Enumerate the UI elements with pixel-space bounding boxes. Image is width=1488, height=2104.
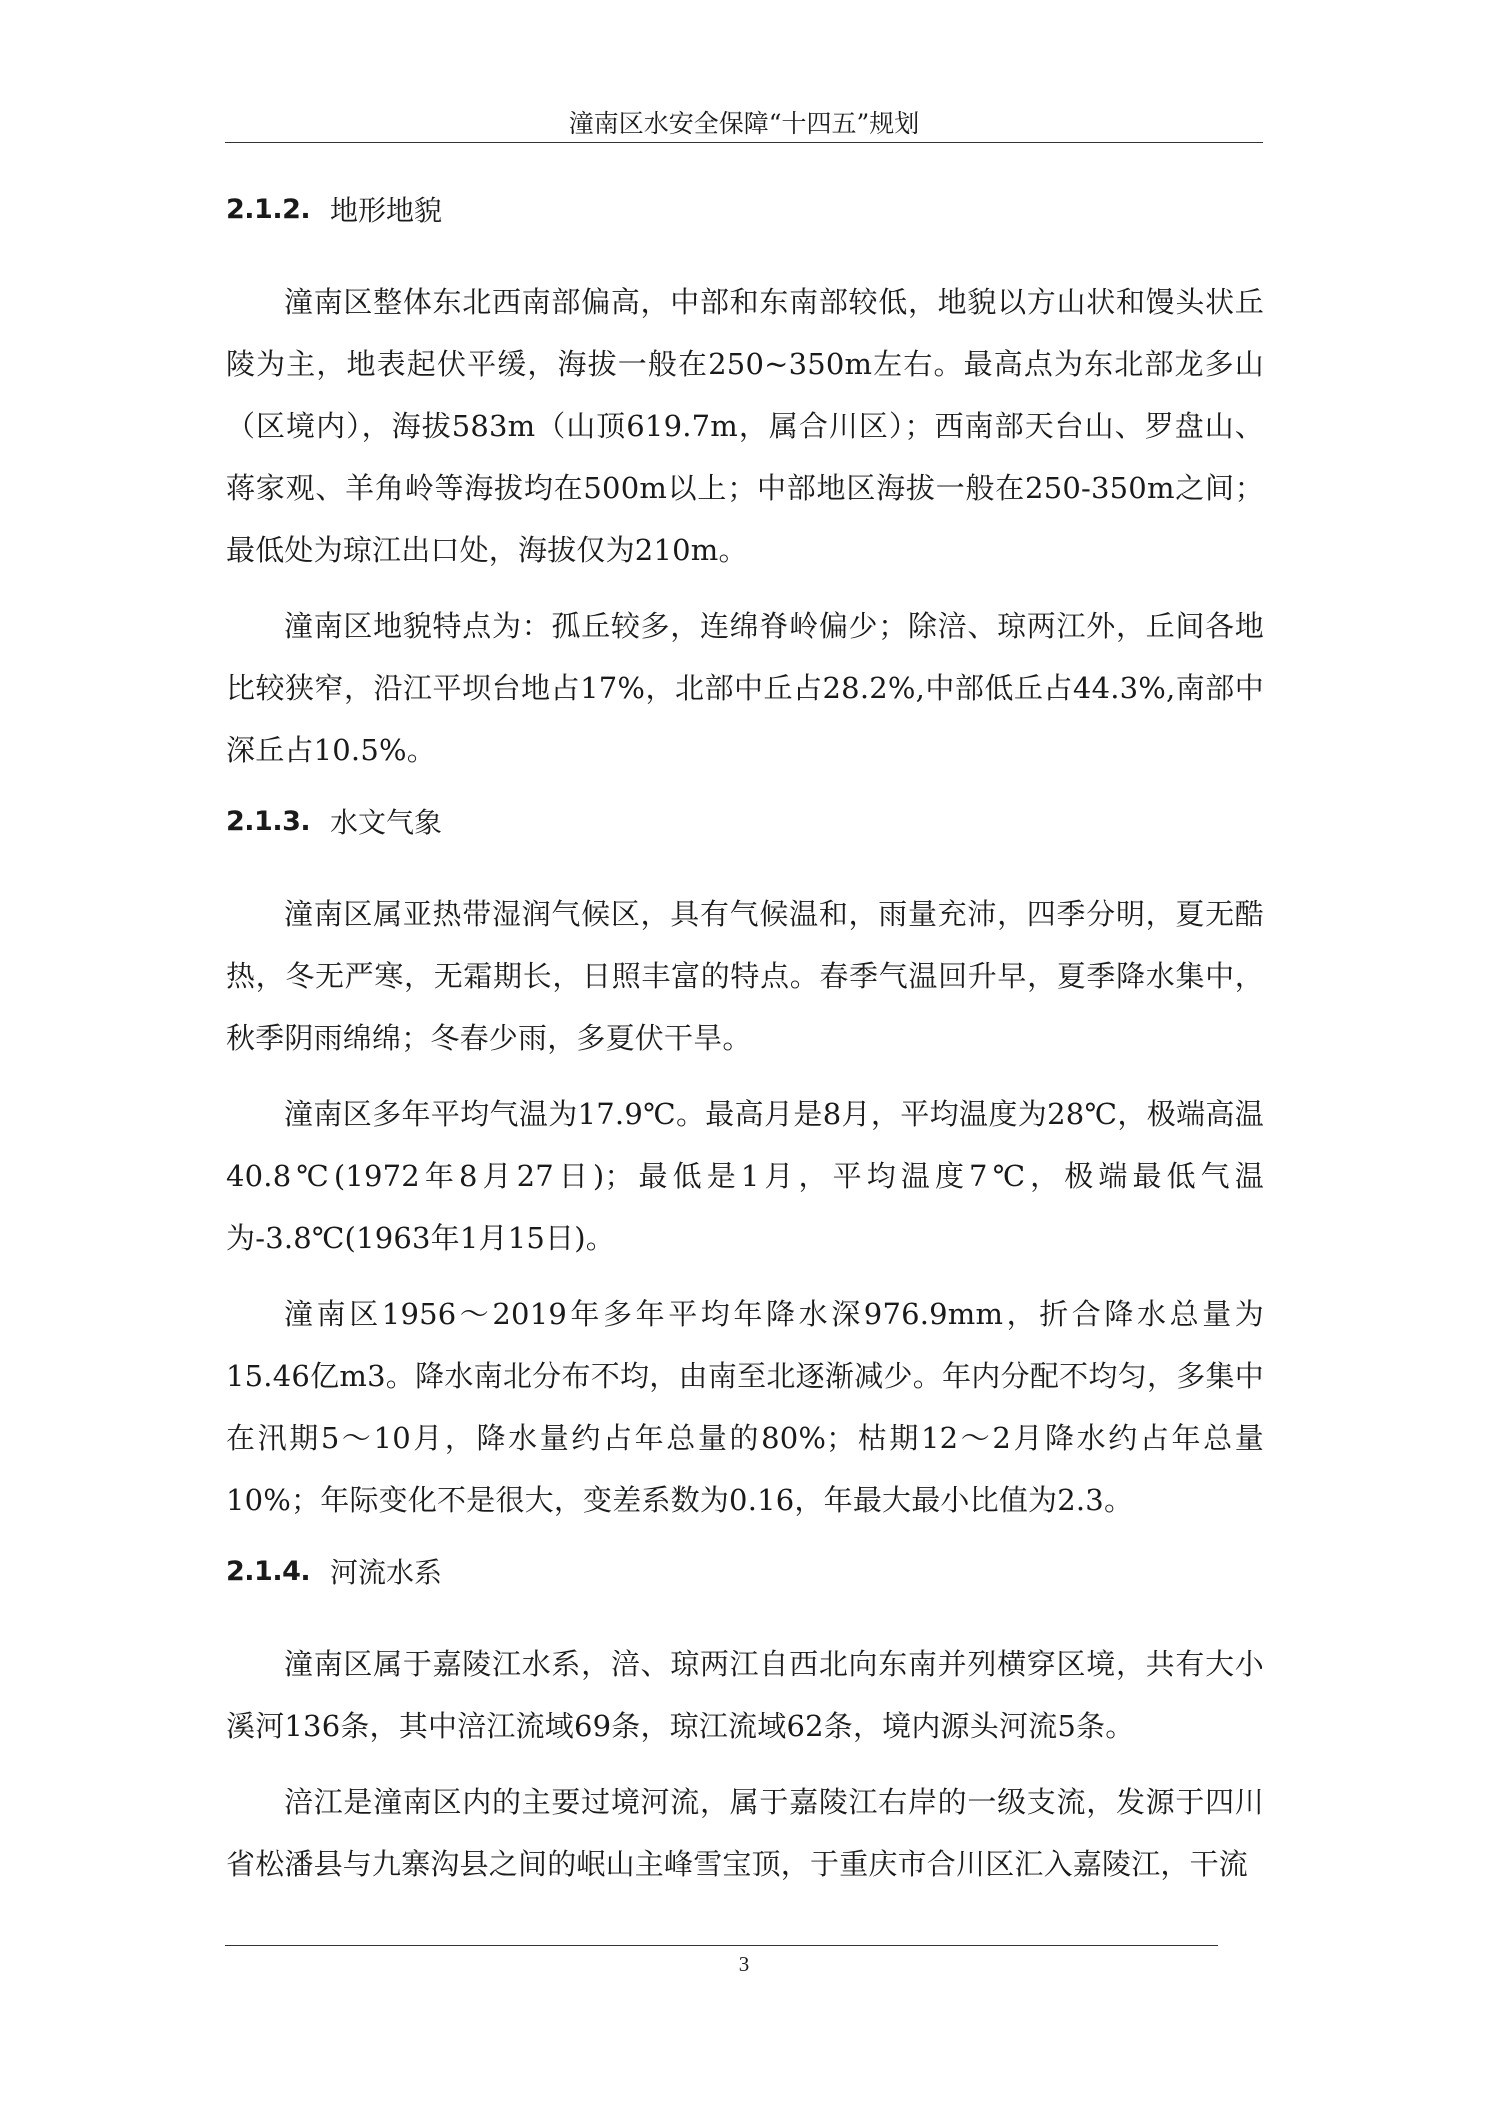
section-number: 2.1.3. xyxy=(226,805,311,837)
paragraph: 潼南区属亚热带湿润气候区，具有气候温和，雨量充沛，四季分明，夏无酷热，冬无严寒，无霜期长，日照丰富的特点。春季气温回升早，夏季降水集中，秋季阴雨绵绵；冬春少雨，多夏伏干旱。 xyxy=(226,897,1264,1055)
paragraph: 涪江是潼南区内的主要过境河流，属于嘉陵江右岸的一级支流，发源于四川省松潘县与九寨沟县之间的岷山主峰雪宝顶，于重庆市合川区汇入嘉陵江，干流 xyxy=(226,1785,1264,1881)
section-heading-2-1-2 xyxy=(226,183,1264,235)
section-title: 水文气象 xyxy=(330,806,443,839)
footer-divider xyxy=(225,1945,1218,1946)
paragraph: 潼南区属于嘉陵江水系，涪、琼两江自西北向东南并列横穿区境，共有大小溪河136条，其中涪江流域69条，琼江流域62条，境内源头河流5条。 xyxy=(226,1647,1264,1743)
paragraph: 潼南区整体东北西南部偏高，中部和东南部较低，地貌以方山状和馒头状丘陵为主，地表起伏平缓，海拔一般在250~350m左右。最高点为东北部龙多山（区境内），海拔583m（山顶619.7m，属合川区）；西南部天台山、罗盘山、蒋家观、羊角岭等海拔均在500m以上；中部地区海拔一般在250-350m之间；最低处为琼江出口处，海拔仅为210m。 xyxy=(226,285,1264,567)
paragraph: 潼南区多年平均气温为17.9℃。最高月是8月，平均温度为28℃，极端高温40.8℃(1972年8月27日)；最低是1月，平均温度7℃，极端最低气温为-3.8℃(1963年1月15日)。 xyxy=(226,1097,1264,1255)
page-number: 3 xyxy=(738,1952,750,1976)
paragraph: 潼南区地貌特点为：孤丘较多，连绵脊岭偏少；除涪、琼两江外，丘间各地比较狭窄，沿江平坝台地占17%，北部中丘占28.2%,中部低丘占44.3%,南部中深丘占10.5%。 xyxy=(226,609,1264,767)
section-number: 2.1.2. xyxy=(226,193,311,225)
paragraph: 潼南区1956～2019年多年平均年降水深976.9mm，折合降水总量为15.46亿m3。降水南北分布不均，由南至北逐渐减少。年内分配不均匀，多集中在汛期5～10月，降水量约占年总量的80%；枯期12～2月降水约占年总量10%；年际变化不是很大，变差系数为0.16，年最大最小比值为2.3。 xyxy=(226,1297,1264,1517)
section-number: 2.1.4. xyxy=(226,1555,311,1587)
header-divider xyxy=(225,142,1263,143)
section-title: 地形地貌 xyxy=(330,194,443,227)
page-body xyxy=(226,183,1264,1909)
section-heading-2-1-4 xyxy=(226,1545,1264,1597)
section-title: 河流水系 xyxy=(330,1556,443,1589)
running-header: 潼南区水安全保障“十四五”规划 xyxy=(568,109,920,138)
section-heading-2-1-3 xyxy=(226,795,1264,847)
